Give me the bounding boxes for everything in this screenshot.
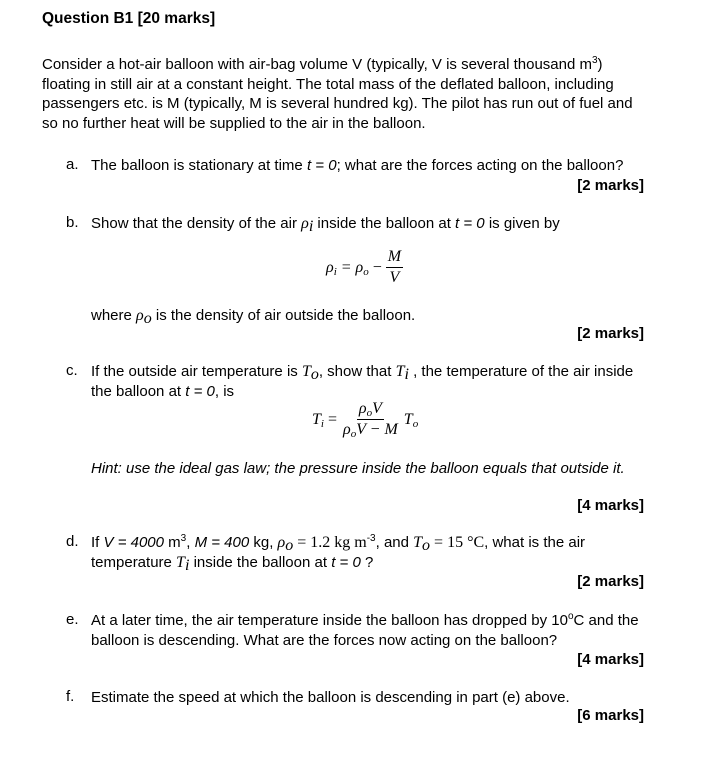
eq-b-mid-sym: = ρ bbox=[340, 258, 364, 276]
part-c-text-3: , the temperature of the air inside the balloon at bbox=[91, 363, 634, 400]
part-b-where-rho: ρ bbox=[136, 307, 144, 324]
eq-b-lhs bbox=[326, 259, 337, 277]
part-e-text-1: At a later time, the air temperature inside the balloon has dropped by 10 bbox=[91, 612, 568, 629]
eq-c-num-rho: ρ bbox=[358, 400, 367, 417]
part-d-Ti-sub: i bbox=[184, 557, 190, 574]
part-d-text-1: If bbox=[91, 534, 104, 551]
eq-c-num-V: V bbox=[372, 400, 382, 417]
part-c-time: t = 0 bbox=[185, 383, 215, 400]
part-d-text-3: inside the balloon at bbox=[189, 554, 332, 571]
eq-c-den-rho: ρ bbox=[343, 421, 351, 438]
intro-text-1: Consider a hot-air balloon with air-bag volume V (typically, V is several thousand m bbox=[42, 56, 592, 73]
part-b-rho: ρ bbox=[301, 215, 309, 232]
part-a-text-2: ; what are the forces acting on the balloon? bbox=[336, 157, 624, 174]
eq-b-mid bbox=[341, 259, 369, 277]
eq-b-mid-sub: o bbox=[363, 265, 369, 278]
part-d-label: d. bbox=[66, 533, 79, 550]
eq-c-den-sub: o bbox=[350, 428, 357, 440]
part-d-text bbox=[91, 533, 646, 573]
part-b-text-3: is given by bbox=[484, 215, 560, 232]
eq-c-To-sub: o bbox=[412, 417, 419, 430]
eq-c-lhs-sym: T bbox=[312, 410, 321, 428]
eq-c-den-rest: V − M bbox=[356, 421, 398, 438]
part-d-text-2: , what is the air temperature bbox=[91, 534, 586, 571]
part-d-T: T bbox=[413, 534, 423, 551]
part-a-text-1: The balloon is stationary at time bbox=[91, 157, 307, 174]
part-d-m: m bbox=[163, 534, 181, 551]
part-c-label: c. bbox=[66, 362, 78, 379]
part-d-sup-neg3: -3 bbox=[366, 533, 376, 544]
eq-b-lhs-sym: ρ bbox=[326, 258, 334, 276]
part-d-rho: ρ bbox=[277, 534, 286, 551]
part-b-text-1: Show that the density of the air bbox=[91, 215, 302, 232]
eq-c-lhs-sub: i bbox=[320, 417, 324, 430]
part-f-marks: [6 marks] bbox=[577, 707, 644, 724]
part-b-where-2: is the density of air outside the balloon. bbox=[151, 307, 416, 324]
part-f-label: f. bbox=[66, 688, 75, 705]
eq-b-lhs-sub: i bbox=[333, 265, 337, 278]
part-f-text: Estimate the speed at which the balloon is descending in part (e) above. bbox=[91, 689, 570, 706]
eq-b-minus: − bbox=[372, 258, 382, 276]
eq-c-To bbox=[404, 411, 418, 429]
part-b-where-1: where bbox=[91, 307, 137, 324]
part-c-text-4: , is bbox=[214, 383, 235, 400]
part-b-marks: [2 marks] bbox=[577, 325, 644, 342]
intro-superscript: 3 bbox=[591, 55, 598, 66]
question-title: Question B1 [20 marks] bbox=[42, 10, 216, 27]
part-d-time: t = 0 bbox=[331, 554, 361, 571]
eq-c-lhs bbox=[312, 411, 324, 429]
part-c-text-1: If the outside air temperature is bbox=[91, 363, 302, 380]
eq-c-fraction bbox=[341, 400, 400, 439]
part-c-marks: [4 marks] bbox=[577, 497, 644, 514]
part-c-Ti-sub: i bbox=[404, 366, 409, 383]
part-c-text bbox=[91, 362, 646, 402]
part-d-T-sub: o bbox=[422, 537, 431, 554]
eq-c-num-sub: o bbox=[366, 407, 373, 419]
equation-T-i bbox=[312, 400, 418, 439]
part-a-label: a. bbox=[66, 156, 79, 173]
eq-c-To-sym: T bbox=[403, 410, 413, 428]
part-e-text bbox=[91, 611, 646, 651]
part-d-T-val: = 15 °C bbox=[430, 534, 485, 551]
part-b-rho-sub: i bbox=[308, 218, 314, 235]
part-d-V: V = 4000 bbox=[103, 534, 164, 551]
part-b-where bbox=[91, 306, 646, 326]
part-c-To-sub: o bbox=[310, 366, 319, 383]
part-b-where-sub: o bbox=[143, 310, 152, 327]
part-b-text bbox=[91, 214, 646, 234]
part-e-degree: o bbox=[567, 611, 574, 622]
part-d-rho-sub: o bbox=[285, 537, 294, 554]
part-d-kg: kg, bbox=[249, 534, 278, 551]
part-d-rho-val: = 1.2 kg m bbox=[293, 534, 367, 551]
part-b-text-2: inside the balloon at bbox=[313, 215, 456, 232]
part-e-marks: [4 marks] bbox=[577, 651, 644, 668]
part-e-label: e. bbox=[66, 611, 79, 628]
eq-b-fraction bbox=[386, 248, 403, 287]
part-d-marks: [2 marks] bbox=[577, 573, 644, 590]
eq-b-denominator: V bbox=[389, 269, 400, 286]
part-d-M: M = 400 bbox=[194, 534, 250, 551]
eq-b-numerator: M bbox=[386, 248, 403, 268]
part-d-Ti: T bbox=[176, 554, 185, 571]
part-c-text-2: , show that bbox=[318, 363, 396, 380]
intro-text-2: ) floating in still air at a constant height. The total mass of the deflated balloon, including passengers etc. is M (typically, M is several hundred kg). The pilot has run out of fuel and so no further heat will be supplied to the air in the balloon. bbox=[42, 56, 633, 132]
part-d-comma: , bbox=[186, 534, 195, 551]
part-a-text bbox=[91, 156, 646, 176]
part-b-time: t = 0 bbox=[455, 215, 485, 232]
part-d-and: , and bbox=[375, 534, 414, 551]
question-intro bbox=[42, 55, 652, 133]
part-c-To: T bbox=[301, 363, 311, 380]
eq-c-equals: = bbox=[327, 410, 337, 428]
part-b-label: b. bbox=[66, 214, 79, 231]
part-d-text-4: ? bbox=[360, 554, 374, 571]
part-e-text-2: C and the balloon is descending. What are the forces now acting on the balloon? bbox=[91, 612, 639, 649]
eq-c-denominator bbox=[341, 420, 400, 439]
equation-rho-i bbox=[326, 248, 403, 287]
part-a-marks: [2 marks] bbox=[577, 177, 644, 194]
part-c-hint: Hint: use the ideal gas law; the pressure inside the balloon equals that outside it. bbox=[91, 460, 625, 477]
part-d-sup3: 3 bbox=[180, 533, 187, 544]
eq-c-numerator bbox=[357, 400, 384, 420]
part-c-Ti: T bbox=[395, 363, 405, 380]
part-a-time: t = 0 bbox=[306, 157, 337, 174]
